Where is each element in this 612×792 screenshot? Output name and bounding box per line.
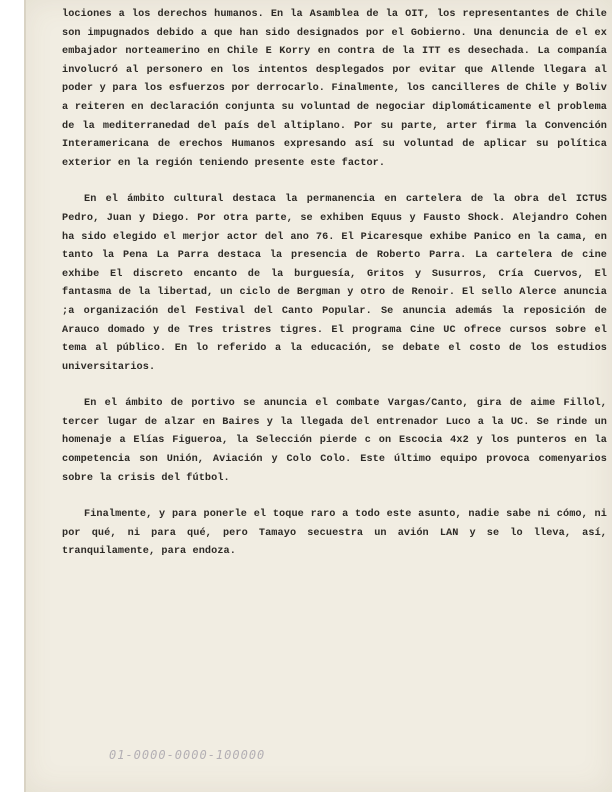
paragraph-culture: En el ámbito cultural destaca la permanencia en cartelera de la obra del ICTUS Pedro, Juan y Diego. Por otra parte, se exhiben Equus y Fausto Shock. Alejandro Cohen ha sido elegido el merjor actor del ano 76. El Picaresque exhibe Panico en la cama, en tanto la Pena La Parra destaca la presencia de Roberto Parra. La cartelera de cine exhibe El discreto encanto de la burguesía, Gritos y Susurros, Cría Cuervos, El fantasma de la libertad, un ciclo de Bergman y otro de Renoir. El sello Alerce anuncia ;a organización del Festival del Canto Popular. Se anuncia además la reposición de Arauco domado y de Tres tristres tigres. El programa Cine UC ofrece cursos sobre el tema al público. En lo referido a la educación, se debate el costo de los estudios universitarios.	[62, 194, 607, 373]
paragraph-finally: Finalmente, y para ponerle el toque raro a todo este asunto, nadie sabe ni cómo, ni por qué, ni para qué, pero Tamayo secuestra un avión LAN y se lo lleva, así, tranquilamente, para endoza.	[62, 509, 607, 558]
paragraph-sports: En el ámbito de portivo se anuncia el combate Vargas/Canto, gira de aime Fillol, tercer lugar de alzar en Baires y la llegada del entrenador Luco a la UC. Se rinde un homenaje a Elías Figueroa, la Selección pierde c on Escocia 4x2 y los punteros en la competencia son Unión, Aviación y Colo Colo. Este último equipo provoca comenyarios sobre la crisis del fútbol.	[62, 398, 607, 484]
archive-stamp-code: 01-0000-0000-100000	[109, 748, 266, 762]
paper-sheet	[24, 0, 612, 792]
paragraph-human-rights: lociones a los derechos humanos. En la Asamblea de la OIT, los representantes de Chile son impugnados debido a que han sido designados por el Gobierno. Una denuncia de el ex embajador norteamerino en Chile E Korry en contra de la ITT es desechada. La companía involucró al personero en los intentos desplegados por evitar que Allende llegara al poder y para los esfuerzos por derrocarlo. Finalmente, los cancilleres de Chile y Boliv a reiteren en declaración conjunta su voluntad de negociar diplomáticamente el problema de la mediterranedad del país del altiplano. Por su parte, arter firma la Convención Interamericana de erechos Humanos expresando así su voluntad de aplicar su política exterior en la región teniendo presente este factor.	[62, 9, 607, 169]
document-body	[62, 6, 607, 562]
